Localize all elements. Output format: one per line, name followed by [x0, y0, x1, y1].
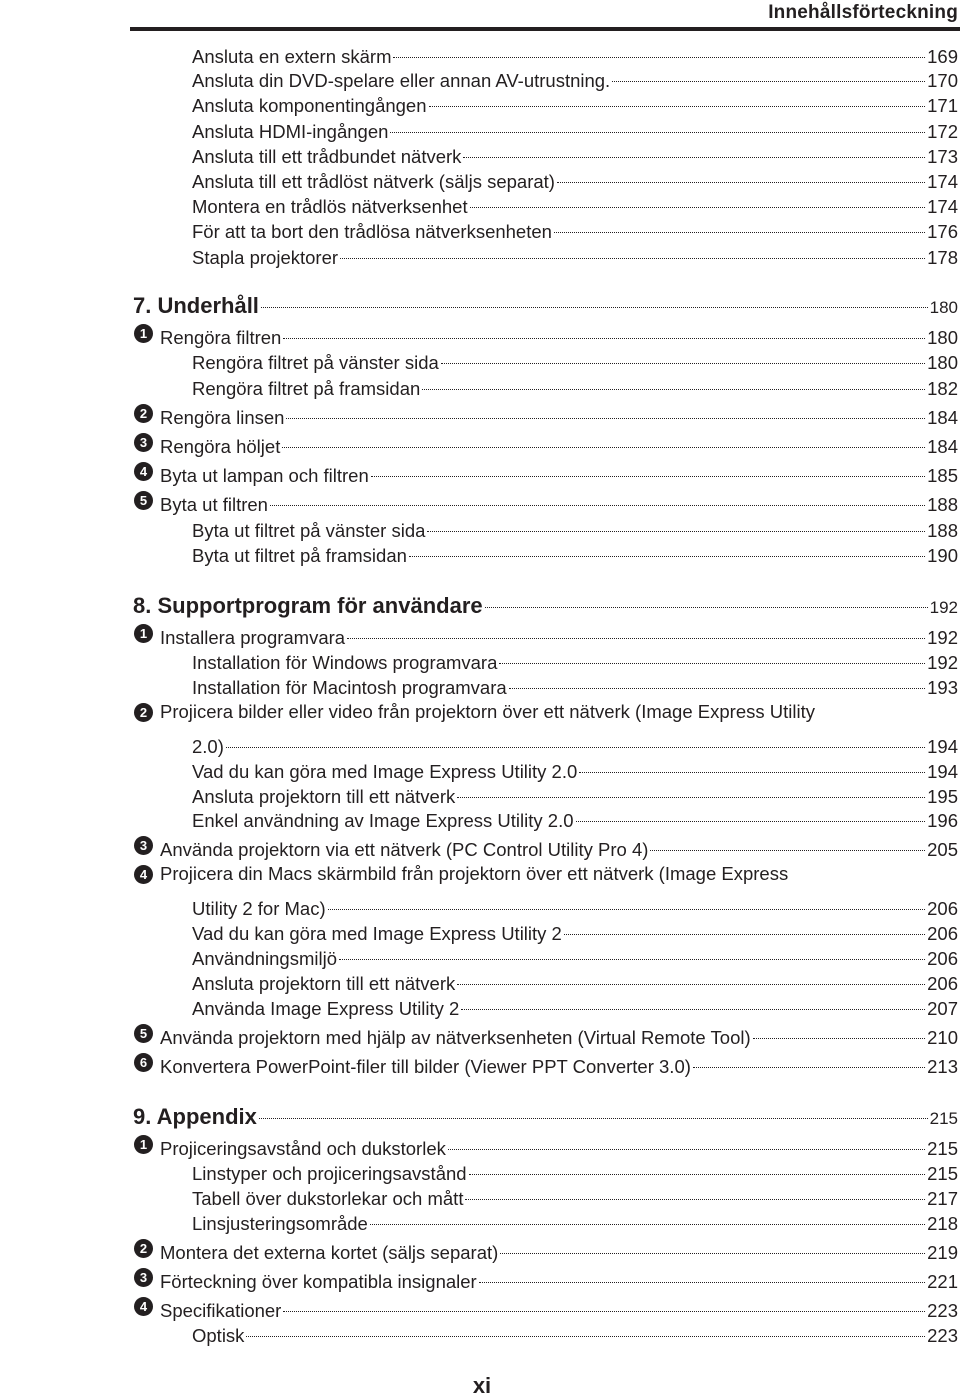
page-number-text: xi	[472, 1373, 492, 1398]
toc-entry[interactable]	[133, 1320, 958, 1346]
toc-entry[interactable]	[133, 540, 958, 566]
toc-chapter[interactable]	[133, 591, 958, 618]
toc-entry-page: 194	[927, 736, 958, 757]
number-badge-icon: 2	[134, 404, 153, 423]
leader-dots	[425, 515, 927, 537]
toc-chapter-page: 215	[929, 1109, 958, 1128]
toc-entry[interactable]	[133, 322, 958, 348]
toc-entry-title-continued: Utility 2 for Mac)	[192, 898, 326, 919]
leader-dots	[507, 672, 927, 694]
toc-entry[interactable]	[133, 373, 958, 399]
leader-dots	[497, 647, 927, 669]
toc-entry[interactable]	[133, 647, 958, 673]
toc-entry-title: Projicera din Macs skärmbild från projektorn över ett nätverk (Image Express	[160, 863, 789, 884]
toc-entry-page: 184	[927, 407, 958, 428]
leader-dots	[691, 1051, 927, 1073]
number-badge-icon: 4	[134, 1297, 153, 1316]
toc-entry-title: Stapla projektorer	[192, 247, 339, 268]
toc-entry[interactable]	[133, 116, 958, 142]
toc-entry-title: Konvertera PowerPoint-filer till bilder (Viewer PPT Converter 3.0)	[160, 1056, 691, 1077]
toc-entry-title: Ansluta en extern skärm	[192, 46, 392, 67]
leader-dots	[337, 943, 927, 965]
number-badge-icon: 6	[134, 1053, 153, 1072]
toc-entry-page: 173	[927, 146, 958, 167]
toc-entry-title: Rengöra filtret på vänster sida	[192, 352, 439, 373]
toc-entry[interactable]	[133, 515, 958, 541]
toc-entry[interactable]	[133, 90, 958, 116]
toc-entry-title-continued: 2.0)	[192, 736, 224, 757]
toc-entry[interactable]	[133, 489, 958, 515]
toc-entry-title: Rengöra höljet	[160, 436, 281, 457]
toc-entry-title: Rengöra filtret på framsidan	[192, 378, 421, 399]
leader-dots	[284, 402, 927, 424]
leader-dots	[455, 968, 927, 990]
toc-entry-page: 176	[927, 221, 958, 242]
toc-entry-page: 193	[927, 677, 958, 698]
leader-dots	[259, 291, 930, 313]
toc-entry-page: 169	[927, 46, 958, 67]
header-rule	[130, 27, 960, 31]
leader-dots	[281, 1295, 927, 1317]
toc-entry-title: Specifikationer	[160, 1300, 282, 1321]
toc-entry[interactable]	[133, 943, 958, 969]
toc-entry-title: Enkel användning av Image Express Utility 2.0	[192, 810, 574, 831]
toc-entry[interactable]	[133, 672, 958, 698]
toc-entry-title: Linsjusteringsområde	[192, 1213, 368, 1234]
leader-dots	[281, 322, 927, 344]
toc-entry-title: Ansluta till ett trådlöst nätverk (säljs separat)	[192, 171, 555, 192]
number-badge-icon: 4	[134, 462, 153, 481]
toc-entry[interactable]	[133, 805, 958, 831]
toc-entry-page: 174	[927, 171, 958, 192]
toc-entry-page: 174	[927, 196, 958, 217]
number-badge-icon: 1	[134, 324, 153, 343]
toc-entry-page: 192	[927, 652, 958, 673]
toc-entry[interactable]	[133, 242, 958, 268]
toc-entry-wrapped-first-line[interactable]	[133, 863, 958, 885]
toc-entry-page: 171	[927, 95, 958, 116]
number-badge-icon: 1	[134, 1135, 153, 1154]
number-badge-icon: 5	[134, 1024, 153, 1043]
toc-entry-title: För att ta bort den trådlösa nätverksenheten	[192, 221, 552, 242]
toc-entry-title: Vad du kan göra med Image Express Utility 2.0	[192, 761, 578, 782]
toc-entry-title: Montera det externa kortet (säljs separat)	[160, 1242, 499, 1263]
toc-entry[interactable]	[133, 834, 958, 860]
toc-entry[interactable]	[133, 1133, 958, 1159]
toc-entry-page: 207	[927, 998, 958, 1019]
toc-entry-page: 210	[927, 1027, 958, 1048]
toc-entry-title: Byta ut filtret på framsidan	[192, 545, 407, 566]
toc-entry-page: 217	[927, 1188, 958, 1209]
toc-entry-page: 205	[927, 839, 958, 860]
page-number	[0, 1373, 960, 1399]
toc-entry-title: Använda projektorn via ett nätverk (PC Control Utility Pro 4)	[160, 839, 649, 860]
toc-entry-title: Ansluta projektorn till ett nätverk	[192, 973, 456, 994]
toc-entry-title: Vad du kan göra med Image Express Utility 2	[192, 923, 562, 944]
toc-entry-title: Använda projektorn med hjälp av nätverksenheten (Virtual Remote Tool)	[160, 1027, 751, 1048]
toc-entry-page: 194	[927, 761, 958, 782]
toc-entry[interactable]	[133, 166, 958, 192]
toc-entry[interactable]	[133, 1295, 958, 1321]
leader-dots	[648, 834, 927, 856]
toc-entry-title: Installation för Windows programvara	[192, 652, 498, 673]
toc-entry[interactable]	[133, 216, 958, 242]
toc-entry-page: 185	[927, 465, 958, 486]
toc-entry-title: Linstyper och projiceringsavstånd	[192, 1163, 467, 1184]
toc-chapter[interactable]	[133, 291, 958, 318]
leader-dots	[483, 591, 930, 613]
leader-dots	[369, 460, 927, 482]
leader-dots	[345, 622, 927, 644]
toc-entry-page: 223	[927, 1325, 958, 1346]
leader-dots	[268, 489, 927, 511]
toc-entry[interactable]	[133, 918, 958, 944]
toc-entry-page: 188	[927, 520, 958, 541]
toc-entry-page: 188	[927, 494, 958, 515]
toc-entry-page: 172	[927, 121, 958, 142]
toc-entry-title: Rengöra linsen	[160, 407, 285, 428]
toc-entry-title: Byta ut lampan och filtren	[160, 465, 369, 486]
toc-entry-page: 195	[927, 786, 958, 807]
toc-entry-page: 170	[927, 70, 958, 91]
leader-dots	[280, 431, 927, 453]
leader-dots	[751, 1022, 927, 1044]
toc-entry-page: 215	[927, 1138, 958, 1159]
toc-entry-title: Ansluta komponentingången	[192, 95, 427, 116]
toc-entry[interactable]	[133, 731, 958, 757]
toc-entry[interactable]	[133, 756, 958, 782]
toc-entry-page: 206	[927, 923, 958, 944]
leader-dots	[555, 166, 927, 188]
number-badge-icon: 4	[134, 865, 153, 884]
leader-dots	[577, 756, 927, 778]
toc-entry[interactable]	[133, 1158, 958, 1184]
toc-entry[interactable]	[133, 431, 958, 457]
toc-entry-title: Ansluta din DVD-spelare eller annan AV-utrustning.	[192, 70, 611, 91]
leader-dots	[388, 116, 927, 138]
toc-entry[interactable]	[133, 1208, 958, 1234]
toc-entry-title: Användningsmiljö	[192, 948, 338, 969]
toc-entry[interactable]	[133, 1022, 958, 1048]
toc-entry-wrapped-first-line[interactable]	[133, 701, 958, 723]
leader-dots	[610, 65, 927, 87]
number-badge-icon: 3	[134, 1268, 153, 1287]
toc-entry-page: 221	[927, 1271, 958, 1292]
toc-entry-page: 223	[927, 1300, 958, 1321]
number-badge-icon: 2	[134, 703, 153, 722]
toc-entry-title: Montera en trådlös nätverksenhet	[192, 196, 468, 217]
leader-dots	[498, 1237, 927, 1259]
leader-dots	[391, 41, 927, 63]
leader-dots	[468, 191, 928, 213]
toc-entry-page: 180	[927, 327, 958, 348]
toc-entry-title: Installation för Macintosh programvara	[192, 677, 507, 698]
leader-dots	[427, 90, 928, 112]
toc-entry-page: 180	[927, 352, 958, 373]
leader-dots	[446, 1133, 927, 1155]
toc-chapter-page: 180	[929, 298, 958, 317]
leader-dots	[562, 918, 927, 940]
toc-entry-page: 182	[927, 378, 958, 399]
toc-entry-page: 215	[927, 1163, 958, 1184]
page-header-title: Innehållsförteckning	[768, 2, 958, 23]
toc-entry[interactable]	[133, 622, 958, 648]
leader-dots	[463, 1183, 927, 1205]
toc-entry-page: 178	[927, 247, 958, 268]
toc-entry-title: Optisk	[192, 1325, 245, 1346]
leader-dots	[224, 731, 927, 753]
toc-entry[interactable]	[133, 41, 958, 67]
leader-dots	[461, 141, 927, 163]
toc-entry-title: Ansluta HDMI-ingången	[192, 121, 389, 142]
leader-dots	[459, 993, 927, 1015]
leader-dots	[338, 242, 927, 264]
toc-entry-title: Ansluta projektorn till ett nätverk	[192, 786, 456, 807]
toc-chapter-title: 7. Underhåll	[133, 293, 259, 318]
leader-dots	[326, 893, 927, 915]
toc-entry[interactable]	[133, 402, 958, 428]
toc-entry-title: Ansluta till ett trådbundet nätverk	[192, 146, 462, 167]
toc-entry[interactable]	[133, 1051, 958, 1077]
toc-entry-page: 206	[927, 948, 958, 969]
toc-entry[interactable]	[133, 781, 958, 807]
toc-entry[interactable]	[133, 65, 958, 91]
toc-entry-page: 184	[927, 436, 958, 457]
toc-entry-page: 206	[927, 898, 958, 919]
toc-entry[interactable]	[133, 1266, 958, 1292]
toc-entry-page: 219	[927, 1242, 958, 1263]
toc-entry-title: Installera programvara	[160, 627, 346, 648]
toc-entry-title: Byta ut filtren	[160, 494, 268, 515]
leader-dots	[257, 1102, 930, 1124]
toc-chapter-title: 9. Appendix	[133, 1104, 257, 1129]
toc-entry[interactable]	[133, 993, 958, 1019]
toc-entry-title: Projiceringsavstånd och dukstorlek	[160, 1138, 446, 1159]
leader-dots	[368, 1208, 927, 1230]
leader-dots	[407, 540, 927, 562]
toc-entry-title: Tabell över dukstorlekar och mått	[192, 1188, 464, 1209]
leader-dots	[439, 347, 927, 369]
leader-dots	[455, 781, 927, 803]
toc-entry[interactable]	[133, 1183, 958, 1209]
toc-entry[interactable]	[133, 191, 958, 217]
toc-entry[interactable]	[133, 1237, 958, 1263]
number-badge-icon: 3	[134, 433, 153, 452]
toc-entry-page: 218	[927, 1213, 958, 1234]
toc-entry-page: 206	[927, 973, 958, 994]
number-badge-icon: 5	[134, 491, 153, 510]
leader-dots	[244, 1320, 927, 1342]
toc-entry-page: 213	[927, 1056, 958, 1077]
toc-entry-title: Förteckning över kompatibla insignaler	[160, 1271, 477, 1292]
toc-entry[interactable]	[133, 968, 958, 994]
leader-dots	[552, 216, 927, 238]
toc-entry-title: Använda Image Express Utility 2	[192, 998, 460, 1019]
toc-entry[interactable]	[133, 893, 958, 919]
toc-chapter[interactable]	[133, 1102, 958, 1129]
toc-entry-title: Byta ut filtret på vänster sida	[192, 520, 426, 541]
leader-dots	[467, 1158, 928, 1180]
leader-dots	[420, 373, 927, 395]
toc-chapter-title: 8. Supportprogram för användare	[133, 593, 483, 618]
toc-entry[interactable]	[133, 347, 958, 373]
toc-chapter-page: 192	[929, 598, 958, 617]
toc-entry-page: 196	[927, 810, 958, 831]
toc-entry-title: Rengöra filtren	[160, 327, 282, 348]
toc-entry-page: 192	[927, 627, 958, 648]
leader-dots	[477, 1266, 927, 1288]
number-badge-icon: 1	[134, 624, 153, 643]
toc-entry[interactable]	[133, 460, 958, 486]
toc-entry-title: Projicera bilder eller video från projektorn över ett nätverk (Image Express Utility	[160, 701, 815, 722]
toc-entry[interactable]	[133, 141, 958, 167]
toc-entry-page: 190	[927, 545, 958, 566]
leader-dots	[574, 805, 928, 827]
number-badge-icon: 3	[134, 836, 153, 855]
number-badge-icon: 2	[134, 1239, 153, 1258]
